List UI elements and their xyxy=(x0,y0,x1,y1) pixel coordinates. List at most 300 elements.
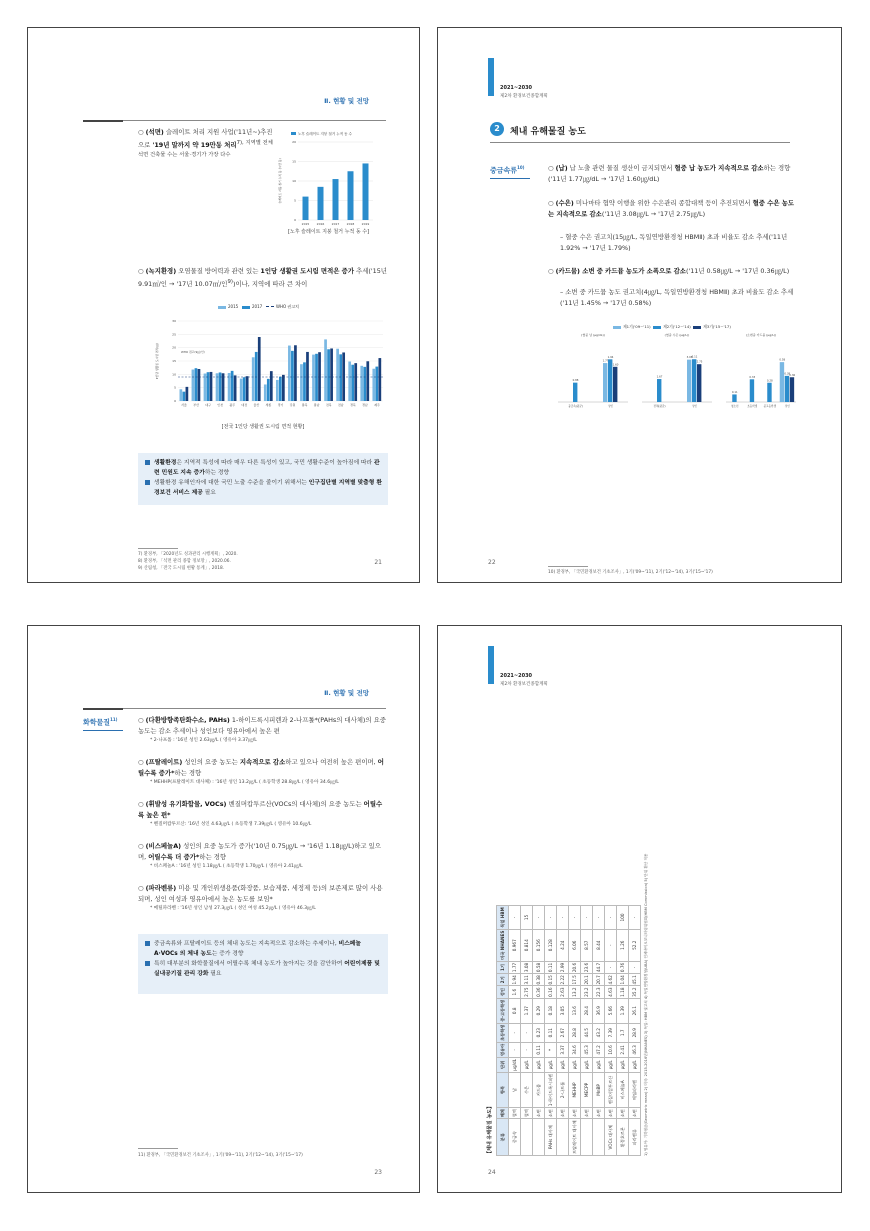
x-tick-label: 울산 xyxy=(253,403,260,407)
table-cell: 52.2 xyxy=(629,929,641,961)
bar xyxy=(330,348,333,401)
bar xyxy=(315,354,318,401)
lead-paragraph: ○ (납) 납 노출 관련 물질 생산이 금지되면서 혈중 납 농도가 지속적으로 감소하는 경향('11년 1.77㎍/dL → '17년 1.60㎍/dL) xyxy=(548,164,791,183)
table-cell: 벤질머캅투르산 xyxy=(605,1072,617,1108)
table-cell: 23.6 xyxy=(581,961,593,973)
col-header: 영유아 xyxy=(497,1042,509,1057)
section-rule xyxy=(490,142,790,143)
y-tick-label: 15 xyxy=(292,159,296,164)
value-label: 0.36 xyxy=(789,373,796,377)
value-label: 0.58 xyxy=(779,358,786,362)
urban-forest-chart xyxy=(138,313,388,418)
bar xyxy=(767,383,771,402)
table-cell: 카드뮴 xyxy=(533,1072,545,1108)
table-cell xyxy=(581,1119,593,1156)
bar xyxy=(294,345,297,401)
voc-paragraph: ○ (휘발성 유기화합물, VOCs) 벤질머캅투르산(VOCs의 대사체)의 요중 농도는 어릴수록 높은 편* xyxy=(138,800,383,819)
phthalate-paragraph: ○ (프탈레이트) 성인의 요중 농도는 지속적으로 감소하고 있으나 여전히 높은 편이며, 어릴수록 증가*하는 경향 xyxy=(138,758,384,777)
x-tick-label: 경기 xyxy=(277,403,284,407)
table-cell: 혈액 xyxy=(521,1108,533,1119)
table-cell: - xyxy=(521,1023,533,1042)
x-tick-label: 충남 xyxy=(313,403,320,407)
value-label: 0.33 xyxy=(749,375,756,379)
table-cell: 3.08 xyxy=(521,961,533,973)
table-cell: 메틸파라벤 xyxy=(629,1072,641,1108)
table-cell: 2.41 xyxy=(617,1042,629,1057)
heavy-metal-charts xyxy=(548,330,800,412)
table-cell xyxy=(533,1119,545,1156)
table-cell: - xyxy=(509,1042,521,1057)
table-cell: 소변 xyxy=(617,1108,629,1119)
bar xyxy=(210,372,213,401)
table-cell: μg/dL xyxy=(509,1057,521,1072)
table-cell: 0.18 xyxy=(545,998,557,1023)
chart1-plot xyxy=(278,140,373,226)
bar xyxy=(207,372,210,401)
value-label: 3.11 xyxy=(691,355,698,359)
x-tick-label: 경남 xyxy=(362,403,368,407)
bar xyxy=(351,365,354,401)
table-cell: 47.2 xyxy=(593,1042,605,1057)
table-cell: 0.58 xyxy=(533,961,545,973)
table-cell: 0.23 xyxy=(533,1023,545,1042)
table-cell: 28.4 xyxy=(581,998,593,1023)
table-cell: 소변 xyxy=(569,1108,581,1119)
table-cell: 2.63 xyxy=(557,986,569,998)
table-cell: 소변 xyxy=(605,1108,617,1119)
bar xyxy=(790,377,794,402)
bar xyxy=(306,352,309,401)
bar xyxy=(216,373,219,401)
table-cell: - xyxy=(605,906,617,929)
table-cell: 34.6 xyxy=(569,1042,581,1057)
section-title: 체내 유해물질 농도 xyxy=(510,127,586,137)
bar xyxy=(267,379,270,401)
table-cell: μg/L xyxy=(533,1057,545,1072)
running-head: Ⅱ. 현황 및 전망 xyxy=(324,689,369,697)
x-tick-label: 성인 xyxy=(607,405,614,408)
table-cell: μg/L xyxy=(581,1057,593,1072)
col-header: 초등학생 xyxy=(497,1023,509,1042)
bar xyxy=(198,369,201,401)
paraben-paragraph: ○ (파라벤류) 미용 및 개인위생용품(화장품, 보습제품, 세정제 등)의 보존제로 많이 사용되며, 성인 여성과 영유아에서 높은 농도를 보임* xyxy=(138,884,383,903)
table-cell: 수은 xyxy=(521,1072,533,1108)
col-header: 중·고등학생 xyxy=(497,998,509,1023)
plan-period: 2021~2030 xyxy=(500,85,533,91)
col-header: 1기 xyxy=(497,961,509,973)
x-tick-label: 2016 xyxy=(316,222,325,226)
table-cell xyxy=(521,1119,533,1156)
table-cell: 환경호르몬 xyxy=(617,1119,629,1156)
table-cell: 0.15 xyxy=(545,974,557,986)
table-cell: 45.3 xyxy=(581,1042,593,1057)
bar xyxy=(603,363,607,402)
table-cell: 35.2 xyxy=(629,986,641,998)
bar xyxy=(186,387,189,401)
x-tick-label: 대전 xyxy=(241,403,248,407)
x-tick-label: 전체(평균) xyxy=(653,405,666,408)
table-cell: 3.11 xyxy=(521,974,533,986)
table-cell: 22.3 xyxy=(593,986,605,998)
bar xyxy=(222,373,225,401)
pah-paragraph: ○ (다환방향족탄화수소, PAHs) 1-하이드록시피렌과 2-나프톨*(PAHs의 대사체)의 요중 농도는 감소 추세이나 성인보다 영유아에서 높은 편 xyxy=(138,716,386,735)
bar xyxy=(258,337,261,401)
table-cell: 6.06 xyxy=(569,929,581,961)
y-tick-label: 0 xyxy=(174,399,176,403)
table-cell: - xyxy=(629,961,641,973)
page-24 xyxy=(437,625,842,1193)
bar xyxy=(234,375,237,401)
bpa-note: * 비스페놀A : '16년 성인 1.18㎍/L ( 초등학생 1.70㎍/L ( 영유아 2.41㎍/L xyxy=(150,864,303,869)
table-cell: μg/L xyxy=(593,1057,605,1072)
table-row xyxy=(593,906,605,1156)
bpa-paragraph: ○ (비스페놀A) 성인의 요중 농도가 증가('10년 0.75㎍/L → '16년 1.18㎍/L)하고 있으며, 어릴수록 더 증가*하는 경향 xyxy=(138,842,381,861)
who-label: WHO 권고(9㎡/인) xyxy=(181,350,205,354)
table-cell: - xyxy=(605,961,617,973)
plan-title: 제2차 환경보건종합계획 xyxy=(500,682,548,687)
table-cell: 2.67 xyxy=(557,1023,569,1042)
table-cell: 100 xyxy=(617,906,629,929)
page-22 xyxy=(437,27,842,583)
table-cell: 소변 xyxy=(581,1108,593,1119)
side-rule xyxy=(83,730,123,731)
table-cell: - xyxy=(569,906,581,929)
table-notes: 1) 영유아: 기하평균(Geometric mean) 2) 미국: 2015-2016년(NHANES) 3) 독일: HBM 권고치 4) 독일연방환경청(UBA) 인체바이오모니터링위원회(HBM Commission) 5) 단위 환산 적용 xyxy=(644,853,648,1156)
table-cell: 7.39 xyxy=(605,1023,617,1042)
running-head: Ⅱ. 현황 및 전망 xyxy=(324,97,369,105)
table-cell: 44.5 xyxy=(581,1023,593,1042)
chart1-caption: [노후 슬레이트 지붕 철거 누적 동 수] xyxy=(287,229,370,235)
table-cell: 3.05 xyxy=(557,998,569,1023)
paraben-note: * 메틸파라벤 : '16년 성인 남성 27.3㎍/L ( 성인 여성 45.2㎍/L ( 영유아 46.3㎍/L xyxy=(150,906,316,911)
bar xyxy=(613,367,617,402)
y-tick-label: 5 xyxy=(174,385,176,390)
slate-chart xyxy=(273,128,378,233)
table-cell: 0.29 xyxy=(533,998,545,1023)
table-cell: 5.66 xyxy=(605,998,617,1023)
table-cell: 0.16 xyxy=(545,986,557,998)
voc-note: * 벤질머캅투르산: '16년 성인 4.63㎍/L ( 초등학생 7.39㎍/L ( 영유아 10.6㎍/L xyxy=(150,822,312,827)
x-tick-label: 전남 xyxy=(337,403,344,407)
mercury-paragraph: ○ (수은) 미나마타 협약 이행을 위한 수은관리 종합대책 등이 추진되면서 혈중 수은 농도는 지속적으로 감소('11년 3.08㎍/L → '17년 2.75㎍/L) xyxy=(548,199,795,218)
value-label: 1.67 xyxy=(656,375,663,379)
y-tick-label: 30 xyxy=(172,319,176,323)
table-cell: 납 xyxy=(509,1072,521,1108)
table-cell: - xyxy=(509,906,521,929)
table-row xyxy=(533,906,545,1156)
chart2-legend: 2015 2017 WHO 권고치 xyxy=(218,304,299,310)
footnote-rule xyxy=(138,548,178,549)
header-rule xyxy=(83,120,386,121)
table-cell: 0.11 xyxy=(545,1023,557,1042)
bar xyxy=(183,392,186,401)
bar xyxy=(204,374,207,401)
table-cell: 1.18 xyxy=(617,986,629,998)
table-cell: 26.1 xyxy=(629,998,641,1023)
table-cell: MEHHP xyxy=(569,1072,581,1108)
summary-item: 생활환경은 지역적 특성에 따라 매우 다른 특성이 있고, 국민 생활수준이 높아짐에 따라 관련 민원도 지속 증가하는 경향 xyxy=(144,458,382,478)
bar xyxy=(348,171,354,220)
bar xyxy=(252,357,255,401)
table-cell: 8.44 xyxy=(593,929,605,961)
table-cell: 4.24 xyxy=(557,929,569,961)
chart2-plot xyxy=(155,319,383,407)
table-cell: - xyxy=(593,906,605,929)
table-cell: 4.62 xyxy=(605,974,617,986)
bar xyxy=(366,361,369,401)
table-cell: 1.6 xyxy=(509,986,521,998)
table-cell: PAHs 대사체 xyxy=(545,1119,557,1156)
page-number: 21 xyxy=(374,559,382,566)
bar xyxy=(360,366,363,401)
table-row xyxy=(581,906,593,1156)
table-cell: 4.63 xyxy=(605,986,617,998)
section-number: 2 xyxy=(490,122,504,136)
y-tick-label: 25 xyxy=(172,332,176,337)
table-cell: 0.8 xyxy=(509,998,521,1023)
table-cell: 13.6 xyxy=(569,998,581,1023)
bar xyxy=(246,376,249,401)
table-cell: 10.6 xyxy=(605,1042,617,1057)
table-cell: 46.3 xyxy=(629,1042,641,1057)
table-cell: 소변 xyxy=(593,1108,605,1119)
bar xyxy=(312,355,315,401)
x-tick-label: 경북 xyxy=(349,403,356,407)
table-cell: 20.6 xyxy=(569,961,581,973)
table-row xyxy=(557,906,569,1156)
footnotes: 7) 환경부, 「2020년도 성과관리 시행계획」, 2020. 8) 환경부, 「석면 관리 종합 정보망」, 2020.06. 9) 산림청, 「전국 도시림 현황 통계」, 2018. xyxy=(138,552,238,571)
table-cell: 중금속 xyxy=(509,1119,521,1156)
bar xyxy=(336,349,339,401)
table-cell: - xyxy=(521,1042,533,1057)
table-cell: 1.37 xyxy=(521,998,533,1023)
table-cell: 2.75 xyxy=(521,986,533,998)
x-tick-label: 성인 xyxy=(691,405,698,408)
x-tick-label: 청소년 xyxy=(730,405,739,408)
table-cell: 1.04 xyxy=(617,974,629,986)
table-cell: 1.94 xyxy=(509,974,521,986)
value-label: 1.60 xyxy=(612,363,619,367)
bar xyxy=(785,376,789,402)
bar xyxy=(264,384,267,401)
chart-title: (소변중 카드뮴 (μg/L)) xyxy=(745,333,777,337)
value-label: 0.11 xyxy=(731,390,738,394)
x-tick-label: 부산 xyxy=(193,403,199,407)
page-21 xyxy=(27,27,420,583)
table-cell: 소변 xyxy=(557,1108,569,1119)
table-cell: 0.156 xyxy=(533,929,545,961)
x-tick-label: 강원 xyxy=(289,403,296,407)
page-23 xyxy=(27,625,420,1193)
value-label: 0.28 xyxy=(766,379,773,383)
table-cell: μg/L xyxy=(629,1057,641,1072)
table-title: 【체내 유해물질 농도】 xyxy=(487,1103,493,1156)
summary-item: 중금속류와 프탈레이트 등의 체내 농도는 지속적으로 감소하는 추세이나, 비스페놀A·VOCs 의 체내 농도는 증가 경향 xyxy=(144,939,382,959)
x-tick-label: 광주 xyxy=(229,403,236,407)
table-cell: VOCs 대사체 xyxy=(605,1119,617,1156)
value-label: 0.88 xyxy=(572,379,579,383)
table-cell: μg/L xyxy=(569,1057,581,1072)
table-cell: 소변 xyxy=(533,1108,545,1119)
col-header: 매체 xyxy=(497,1108,509,1119)
chart-title: (혈중 수은 (μg/L)) xyxy=(664,333,690,337)
table-row xyxy=(545,906,557,1156)
bar xyxy=(780,362,784,402)
x-tick-label: 대구 xyxy=(205,403,212,407)
bar xyxy=(354,363,357,401)
summary-item: 생활환경 유해인자에 대한 국민 노출 수준을 줄이기 위해서는 인구집단별 지역별 맞춤형 환경보건 서비스 제공 필요 xyxy=(144,478,382,498)
table-cell: 프탈레이트 대사체 xyxy=(569,1119,581,1156)
bar xyxy=(255,352,258,401)
bar xyxy=(687,360,691,402)
x-tick-label: 초등학생 xyxy=(747,405,758,408)
table-cell: 28.9 xyxy=(629,1023,641,1042)
table-cell: - xyxy=(545,906,557,929)
table-cell: 혈액 xyxy=(509,1108,521,1119)
table-cell: 36.9 xyxy=(593,998,605,1023)
value-label: 1.77 xyxy=(602,359,609,363)
table-cell: 20.7 xyxy=(593,974,605,986)
rotated-table-container xyxy=(486,701,649,1156)
table-cell: 8.57 xyxy=(581,929,593,961)
bar xyxy=(288,346,291,401)
value-label: 1.94 xyxy=(607,355,614,359)
bar xyxy=(270,371,273,401)
table-cell: μg/L xyxy=(545,1057,557,1072)
table-cell: 23.2 xyxy=(581,986,593,998)
col-header: 독일 HBM xyxy=(497,906,509,929)
table-cell: MnBP xyxy=(593,1072,605,1108)
table-cell xyxy=(557,1119,569,1156)
table-cell: 1.77 xyxy=(509,961,521,973)
x-tick-label: 2017 xyxy=(331,222,340,226)
x-tick-label: 2015 xyxy=(301,222,310,226)
table-row xyxy=(605,906,617,1156)
chart3-legend: 제1기('09~'11) 제2기('12~'14) 제3기('15~'17) xyxy=(613,324,731,330)
table-cell: 45.1 xyxy=(629,974,641,986)
x-tick-label: 인천 xyxy=(217,403,224,407)
legend-label: 노후 슬레이트 지붕 철거 누적 동 수 xyxy=(298,132,353,136)
plan-period: 2021~2030 xyxy=(500,673,533,679)
bar xyxy=(192,370,195,401)
table-row xyxy=(569,906,581,1156)
table-cell: 3.37 xyxy=(557,1042,569,1057)
value-label: 0.38 xyxy=(784,372,791,376)
table-cell: - xyxy=(509,1023,521,1042)
page-number: 23 xyxy=(374,1169,382,1176)
x-tick-label: 중금속(평균) xyxy=(568,405,583,408)
bar xyxy=(348,362,351,401)
bar xyxy=(692,359,696,402)
table-cell: 0.76 xyxy=(617,961,629,973)
chart3-plot xyxy=(558,332,796,408)
table-cell: μg/L xyxy=(617,1057,629,1072)
value-label: 3.08 xyxy=(686,356,693,360)
x-tick-label: 전북 xyxy=(325,403,332,407)
table-cell: - xyxy=(557,906,569,929)
chart2-caption: [전국 1인당 생활권 도시림 면적 현황] xyxy=(221,424,305,430)
bar xyxy=(732,394,736,402)
pah-note: * 2-나프톨 : '16년 성인 2.63㎍/L ( 영유아 3.37㎍/L xyxy=(150,738,257,743)
chemicals-label: 화학물질$^{11)}$ xyxy=(83,717,118,727)
y-tick-label: 10 xyxy=(172,372,176,377)
x-tick-label: 서울 xyxy=(181,403,187,407)
table-cell: 비스페놀A xyxy=(617,1072,629,1108)
bar xyxy=(324,339,327,401)
table-cell: 소변 xyxy=(545,1108,557,1119)
table-cell: 0.128 xyxy=(545,929,557,961)
footnote-rule xyxy=(138,1148,178,1149)
table-cell: * xyxy=(545,1042,557,1057)
x-tick-label: 2018 xyxy=(346,222,355,226)
header-band xyxy=(488,58,494,96)
summary-item: 특히 대부분의 화학물질에서 어릴수록 체내 농도가 높아지는 것을 감안하여 어린이제품 및 실내공기질 관리 강화 필요 xyxy=(144,959,382,979)
footnote: 11) 환경부, 「국민환경보건 기초조사」, 1기('09~'11), 2기('12~'14), 3기('15~'17) xyxy=(138,1153,303,1158)
header-rule xyxy=(83,708,386,709)
bar xyxy=(180,389,183,401)
table-cell: 20.1 xyxy=(581,974,593,986)
bar xyxy=(231,371,234,401)
table-cell: 2.22 xyxy=(557,974,569,986)
bar xyxy=(657,379,661,402)
bar xyxy=(282,375,285,401)
phthalate-note: * MEHHP(프탈레이트 대사체) : '16년 성인 13.2㎍/L ( 초등학생 28.8㎍/L ( 영유아 34.6㎍/L xyxy=(150,780,339,785)
header-rule-accent xyxy=(83,708,123,710)
col-header: 항목 xyxy=(497,1072,509,1108)
y-tick-label: 15 xyxy=(172,359,176,363)
table-cell: 44.7 xyxy=(593,961,605,973)
col-header: 분류 xyxy=(497,1119,509,1156)
bar xyxy=(573,383,577,402)
bar xyxy=(363,367,366,401)
table-cell: μg/L xyxy=(521,1057,533,1072)
legend-swatch xyxy=(291,132,296,135)
bar xyxy=(318,352,321,401)
body-burden-table xyxy=(496,905,641,1156)
mercury-dash: – 혈중 수은 권고치(15㎍/L, 독일연방환경청 HBMⅡ) 초과 비율도 감소 추세('11년 1.92% → '17년 1.79%) xyxy=(560,233,788,252)
bar xyxy=(327,349,330,401)
table-cell: 17.5 xyxy=(569,974,581,986)
bar xyxy=(375,367,378,401)
page-number: 24 xyxy=(488,1169,496,1176)
table-cell: 소변 xyxy=(629,1108,641,1119)
table-cell: - xyxy=(533,906,545,929)
bar xyxy=(363,163,369,220)
bar xyxy=(243,377,246,401)
table-cell: μg/L xyxy=(605,1057,617,1072)
header-rule-accent xyxy=(83,120,123,122)
summary-box xyxy=(138,934,388,994)
y-tick-label: 10 xyxy=(292,179,296,183)
rotated-table-frame xyxy=(486,701,806,1156)
bar xyxy=(291,351,294,401)
x-tick-label: 2019 xyxy=(361,222,370,226)
table-cell: 1-하이드록시피렌 xyxy=(545,1072,557,1108)
asbestos-paragraph: ○ (석면) 슬레이트 처리 지원 사업('11년~)추진으로 '19년 말까지 약 19만동 처리$^{7), 지역별 전체 석면 건축물 수는 서울\cdot 경기가 가장 다수}$ xyxy=(138,128,273,159)
footnote: 10) 환경부, 「국민환경보건 기초조사」, 1기('09~'11), 2기('12~'14), 3기('15~'17) xyxy=(548,570,713,575)
summary-box xyxy=(138,453,388,505)
table-row xyxy=(521,906,533,1156)
table-cell: - xyxy=(605,929,617,961)
table-cell: 15 xyxy=(521,906,533,929)
table-cell: μg/L xyxy=(557,1057,569,1072)
table-cell: 2-나프톨 xyxy=(557,1072,569,1108)
bar xyxy=(333,179,339,220)
bar xyxy=(697,364,701,402)
table-header-row xyxy=(497,906,509,1156)
y-tick-label: 20 xyxy=(292,140,296,144)
heavy-metals-label: 중금속류$^{10)}$ xyxy=(490,165,525,175)
